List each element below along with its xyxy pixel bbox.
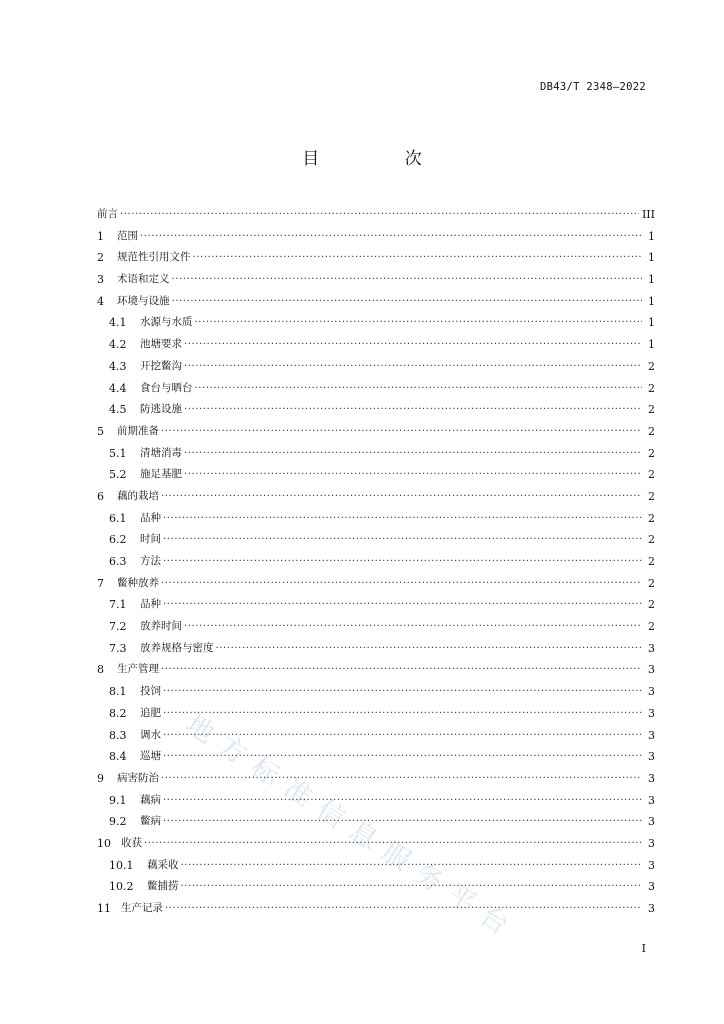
toc-entry-label: 池塘要求 <box>140 338 182 351</box>
toc-entry-label: 开挖鳖沟 <box>140 359 182 372</box>
page-number: I <box>641 942 646 955</box>
toc-entry-label: 追肥 <box>140 706 161 719</box>
table-of-contents <box>97 204 655 920</box>
toc-leader-dots <box>140 226 642 248</box>
toc-entry-label: 清塘消毒 <box>140 446 182 459</box>
toc-leader-dots <box>163 790 642 812</box>
toc-entry-number: 9.1 <box>109 793 127 807</box>
toc-entry-number: 8.1 <box>109 685 127 699</box>
toc-entry-page: 3 <box>648 706 655 720</box>
toc-entry-page: 3 <box>648 771 655 785</box>
toc-entry[interactable] <box>97 811 655 833</box>
toc-entry-label: 时间 <box>140 533 161 546</box>
toc-entry-number: 11 <box>97 902 111 915</box>
toc-leader-dots <box>163 703 642 725</box>
toc-entry-number: 7.1 <box>109 598 127 612</box>
toc-entry-label: 品种 <box>140 598 161 611</box>
toc-entry-number: 10.1 <box>109 858 134 872</box>
toc-entry[interactable] <box>97 486 655 508</box>
toc-leader-dots <box>195 378 643 400</box>
toc-entry-page: 1 <box>648 229 655 243</box>
toc-leader-dots <box>163 594 642 616</box>
toc-leader-dots <box>184 443 642 465</box>
toc-entry-page: 3 <box>648 728 655 742</box>
toc-entry[interactable] <box>97 399 655 421</box>
toc-entry[interactable] <box>97 876 655 898</box>
toc-entry[interactable] <box>97 464 655 486</box>
toc-entry-page: 1 <box>648 338 655 352</box>
toc-entry-number: 4.4 <box>109 381 127 395</box>
toc-entry-page: 3 <box>648 641 655 655</box>
toc-entry-page: 2 <box>648 381 655 395</box>
toc-entry-page: 2 <box>648 598 655 612</box>
toc-leader-dots <box>181 855 643 877</box>
toc-entry-label: 调水 <box>140 728 161 741</box>
toc-entry-page: 1 <box>648 294 655 308</box>
watermark: 地方标准信息服务平台 <box>179 709 524 948</box>
toc-entry-label: 放养时间 <box>140 620 182 633</box>
toc-entry-page: 3 <box>648 663 655 677</box>
toc-entry-number: 10.2 <box>109 880 134 894</box>
toc-leader-dots <box>163 508 642 530</box>
toc-leader-dots <box>161 573 642 595</box>
toc-entry-label: 生产管理 <box>117 663 159 676</box>
toc-entry-label: 防逃设施 <box>140 403 182 416</box>
toc-entry-page: 2 <box>648 511 655 525</box>
toc-leader-dots <box>161 486 642 508</box>
toc-entry-number: 3 <box>97 273 104 287</box>
toc-entry-page: 3 <box>648 836 655 850</box>
toc-leader-dots <box>193 247 643 269</box>
toc-leader-dots <box>144 833 642 855</box>
toc-entry[interactable] <box>97 746 655 768</box>
toc-entry-page: 2 <box>648 403 655 417</box>
toc-entry-label: 范围 <box>117 229 138 242</box>
toc-entry[interactable] <box>97 898 655 920</box>
toc-entry-page: 3 <box>648 880 655 894</box>
toc-entry-page: 2 <box>648 489 655 503</box>
toc-entry-label: 巡塘 <box>140 750 161 763</box>
toc-entry-label: 藕病 <box>140 793 161 806</box>
toc-entry[interactable] <box>97 226 655 248</box>
toc-entry[interactable] <box>97 616 655 638</box>
toc-entry-label: 鳖捕捞 <box>147 880 179 893</box>
toc-entry-label: 生产记录 <box>121 902 163 914</box>
toc-entry[interactable] <box>97 378 655 400</box>
toc-leader-dots <box>184 464 642 486</box>
toc-entry-number: 6 <box>97 489 104 503</box>
toc-entry-page: 2 <box>648 555 655 568</box>
toc-entry-number: 4 <box>97 294 104 308</box>
toc-entry-page: 3 <box>648 750 655 764</box>
toc-entry[interactable] <box>97 443 655 465</box>
toc-leader-dots <box>161 768 642 790</box>
toc-entry[interactable] <box>97 529 655 551</box>
toc-entry[interactable] <box>97 703 655 725</box>
toc-entry[interactable] <box>97 551 655 573</box>
toc-entry-number: 8.4 <box>109 750 127 764</box>
toc-entry-label: 水源与水质 <box>140 316 193 329</box>
toc-entry-label: 鳖种放养 <box>117 576 159 589</box>
toc-entry-page: III <box>641 208 655 221</box>
page-title: 目 次 <box>302 149 462 169</box>
toc-leader-dots <box>195 312 643 334</box>
toc-leader-dots <box>120 204 639 226</box>
toc-leader-dots <box>184 356 642 378</box>
toc-leader-dots <box>165 898 642 920</box>
toc-entry-page: 3 <box>648 858 655 872</box>
toc-entry-number: 5.1 <box>109 446 127 460</box>
toc-entry-label: 施足基肥 <box>140 468 182 481</box>
toc-entry-number: 9.2 <box>109 815 127 829</box>
toc-entry-label: 藕采收 <box>147 858 179 871</box>
toc-entry-label: 前期准备 <box>117 424 159 437</box>
toc-entry-label: 病害防治 <box>117 771 159 784</box>
toc-leader-dots <box>172 269 643 291</box>
toc-entry-page: 1 <box>648 251 655 265</box>
toc-entry-number: 5.2 <box>109 468 127 482</box>
toc-leader-dots <box>163 746 642 768</box>
toc-entry[interactable] <box>97 356 655 378</box>
toc-entry-number: 7.2 <box>109 620 127 634</box>
toc-leader-dots <box>161 421 642 443</box>
toc-entry-page: 2 <box>648 620 655 634</box>
toc-entry-label: 方法 <box>140 555 161 567</box>
toc-entry-page: 3 <box>648 815 655 829</box>
toc-entry[interactable] <box>97 421 655 443</box>
toc-entry-number: 6.2 <box>109 533 127 547</box>
toc-entry-page: 2 <box>648 446 655 460</box>
toc-entry-label: 品种 <box>140 511 161 524</box>
toc-entry[interactable] <box>97 768 655 790</box>
toc-entry[interactable] <box>97 594 655 616</box>
toc-entry-label: 前言 <box>97 208 118 220</box>
toc-entry-page: 2 <box>648 576 655 590</box>
toc-entry-number: 7 <box>97 576 104 590</box>
toc-leader-dots <box>216 638 643 660</box>
toc-entry[interactable] <box>97 855 655 877</box>
toc-entry-label: 投饲 <box>140 685 161 698</box>
toc-leader-dots <box>184 616 642 638</box>
toc-entry-page: 1 <box>648 316 655 330</box>
toc-entry-label: 放养规格与密度 <box>140 641 214 654</box>
toc-entry-number: 6.3 <box>109 555 127 568</box>
toc-leader-dots <box>163 811 642 833</box>
toc-entry-number: 9 <box>97 771 104 785</box>
toc-entry-number: 4.2 <box>109 338 127 352</box>
toc-entry-label: 术语和定义 <box>117 273 170 286</box>
toc-leader-dots <box>172 291 643 313</box>
toc-entry-number: 8.3 <box>109 728 127 742</box>
toc-leader-dots <box>163 725 642 747</box>
toc-entry[interactable] <box>97 269 655 291</box>
toc-leader-dots <box>184 334 642 356</box>
toc-leader-dots <box>163 551 642 573</box>
toc-entry-number: 8.2 <box>109 706 127 720</box>
toc-leader-dots <box>161 659 642 681</box>
toc-entry-label: 规范性引用文件 <box>117 251 191 264</box>
toc-entry-number: 5 <box>97 424 104 438</box>
toc-entry-number: 1 <box>97 229 104 243</box>
toc-entry-number: 2 <box>97 251 104 265</box>
toc-entry-number: 7.3 <box>109 641 127 655</box>
toc-leader-dots <box>184 399 642 421</box>
toc-entry-page: 3 <box>648 793 655 807</box>
toc-entry-page: 2 <box>648 359 655 373</box>
toc-entry-page: 3 <box>648 685 655 699</box>
toc-entry-label: 食台与晒台 <box>140 381 193 394</box>
toc-entry[interactable] <box>97 573 655 595</box>
standard-code: DB43/T 2348—2022 <box>540 81 646 93</box>
toc-leader-dots <box>163 529 642 551</box>
toc-entry[interactable] <box>97 725 655 747</box>
toc-entry-number: 10 <box>97 836 111 850</box>
toc-entry-number: 4.1 <box>109 316 127 330</box>
toc-leader-dots <box>163 681 642 703</box>
toc-entry[interactable] <box>97 334 655 356</box>
toc-entry-page: 2 <box>648 468 655 482</box>
toc-entry-page: 2 <box>648 424 655 438</box>
toc-entry-number: 4.3 <box>109 359 127 373</box>
toc-leader-dots <box>181 876 643 898</box>
toc-entry[interactable] <box>97 312 655 334</box>
toc-entry[interactable] <box>97 638 655 660</box>
toc-entry-page: 3 <box>648 902 655 915</box>
toc-entry-label: 收获 <box>121 836 142 849</box>
toc-entry-label: 鳖病 <box>140 815 161 828</box>
toc-entry-page: 1 <box>648 273 655 287</box>
toc-entry[interactable] <box>97 508 655 530</box>
toc-entry[interactable] <box>97 681 655 703</box>
toc-entry-page: 2 <box>648 533 655 547</box>
toc-entry[interactable] <box>97 790 655 812</box>
toc-entry[interactable] <box>97 659 655 681</box>
toc-entry-number: 8 <box>97 663 104 677</box>
toc-entry-label: 环境与设施 <box>117 294 170 307</box>
toc-entry-label: 藕的栽培 <box>117 489 159 502</box>
toc-entry[interactable] <box>97 833 655 855</box>
toc-entry[interactable] <box>97 247 655 269</box>
toc-entry-number: 4.5 <box>109 403 127 417</box>
toc-entry[interactable] <box>97 291 655 313</box>
toc-entry[interactable] <box>97 204 655 226</box>
toc-entry-number: 6.1 <box>109 511 127 525</box>
